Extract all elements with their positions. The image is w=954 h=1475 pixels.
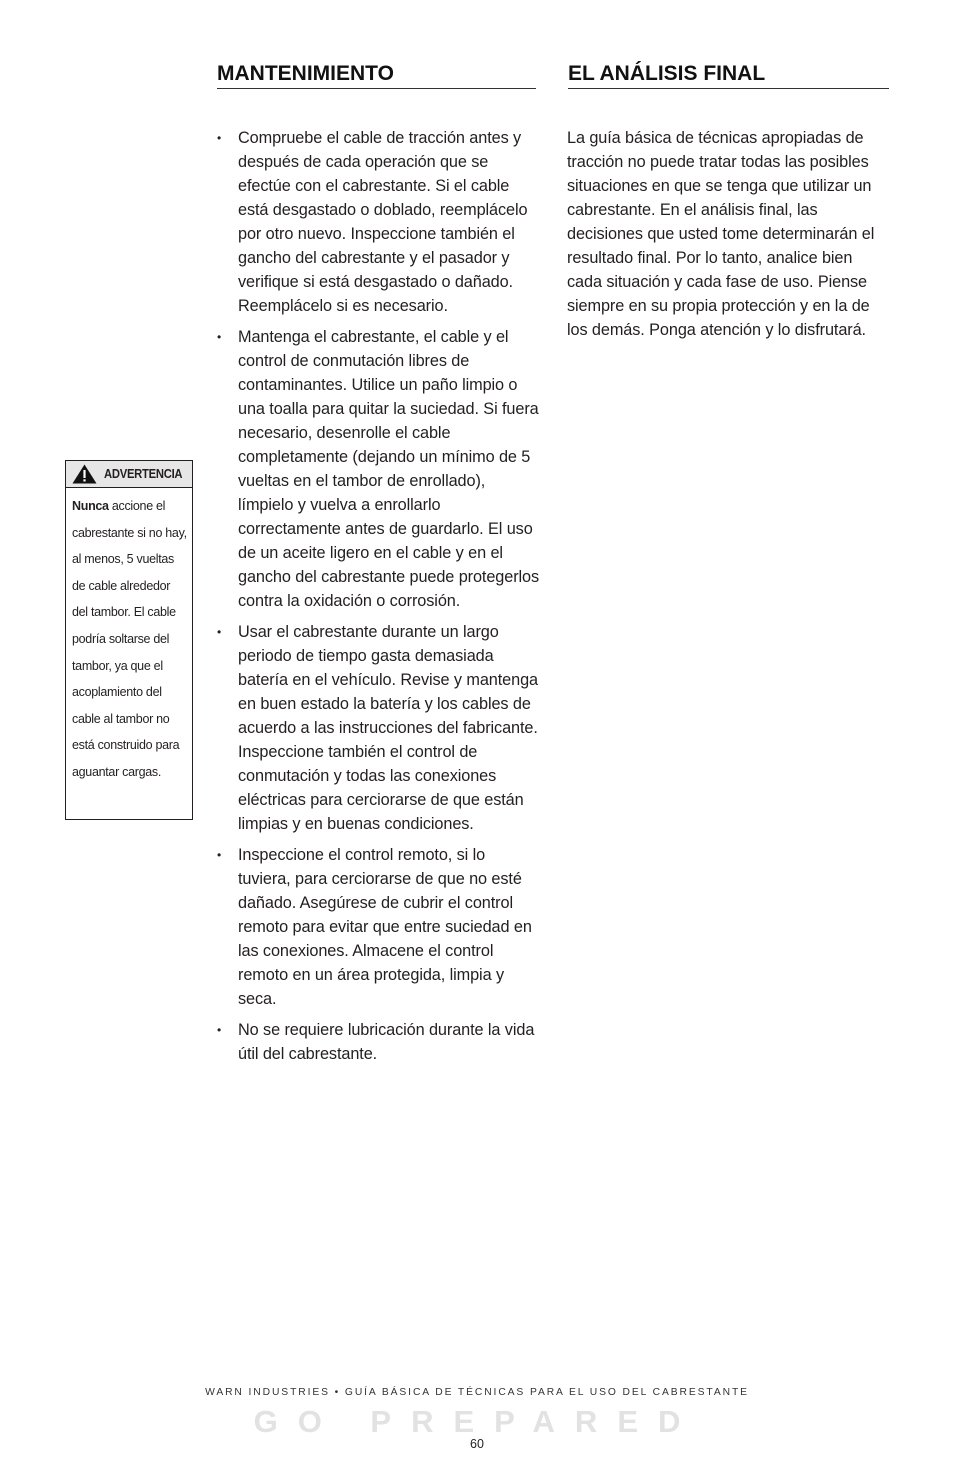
maintenance-item-battery (217, 620, 542, 836)
maintenance-heading: MANTENIMIENTO (217, 60, 536, 89)
maintenance-item-remote (217, 843, 542, 1011)
warning-emphasis: Nunca (72, 499, 109, 513)
maintenance-item-text: Inspeccione el control remoto, si lo tuviera, para cerciorarse de que no esté dañado. Asegúrese de cubrir el control remoto para evitar que entre suciedad en las conexiones. Almacene el control remoto en un área protegida, limpia y seca. (238, 846, 532, 1008)
bullet-icon: • (217, 1023, 222, 1037)
warning-box (65, 460, 193, 820)
bullet-icon: • (217, 330, 222, 344)
maintenance-list (217, 126, 542, 1073)
bullet-icon: • (217, 848, 222, 862)
maintenance-item-cleaning (217, 325, 542, 613)
final-analysis-heading: EL ANÁLISIS FINAL (568, 60, 889, 89)
go-prepared-slogan: GO PREPARED (253, 1404, 701, 1439)
maintenance-item-lubrication (217, 1018, 542, 1066)
final-analysis-text: La guía básica de técnicas apropiadas de tracción no puede tratar todas las posibles situaciones en que se tenga que utilizar un cabrestante. En el análisis final, las decisiones que usted tome determinarán el resultado final. Por lo tanto, analice bien cada situación y cada fase de uso. Piense siempre en su propia protección y en la de los demás. Ponga atención y lo disfrutará. (567, 129, 875, 339)
page-number: 60 (470, 1437, 484, 1451)
warning-triangle-icon (72, 464, 97, 484)
bullet-icon: • (217, 131, 222, 145)
warning-body-text: accione el cabrestante si no hay, al menos, 5 vueltas de cable alrededor del tambor. El cable podría soltarse del tambor, ya que el acoplamiento del cable al tambor no está construido para aguantar cargas. (72, 499, 187, 779)
warning-header (66, 461, 192, 488)
footer-publication-line: WARN INDUSTRIES • GUÍA BÁSICA DE TÉCNICAS PARA EL USO DEL CABRESTANTE (205, 1387, 749, 1398)
bullet-icon: • (217, 625, 222, 639)
maintenance-item-text: Compruebe el cable de tracción antes y después de cada operación que se efectúe con el cabrestante. Si el cable está desgastado o doblado, reemplácelo por otro nuevo. Inspeccione también el gancho del cabrestante y el pasador y verifique si está desgastado o dañado. Reemplácelo si es necesario. (238, 129, 528, 315)
maintenance-item-text: No se requiere lubricación durante la vida útil del cabrestante. (238, 1021, 535, 1063)
warning-title: ADVERTENCIA (104, 467, 183, 481)
maintenance-item-text: Mantenga el cabrestante, el cable y el control de conmutación libres de contaminantes. Utilice un paño limpio o una toalla para quitar la suciedad. Si fuera necesario, desenrolle el cable completamente (dejando un mínimo de 5 vueltas en el tambor de enrollado), límpielo y vuelva a enrollarlo correctamente antes de guardarlo. El uso de un aceite ligero en el cable y en el gancho del cabrestante puede protegerlos contra la oxidación o corrosión. (238, 328, 540, 610)
maintenance-item-cable (217, 126, 542, 318)
warning-text (66, 488, 192, 786)
maintenance-item-text: Usar el cabrestante durante un largo periodo de tiempo gasta demasiada batería en el vehículo. Revise y mantenga en buen estado la batería y los cables de acuerdo a las instrucciones del fabricante. Inspeccione también el control de conmutación y todas las conexiones eléctricas para cerciorarse de que están limpias y en buenas condiciones. (238, 623, 538, 833)
